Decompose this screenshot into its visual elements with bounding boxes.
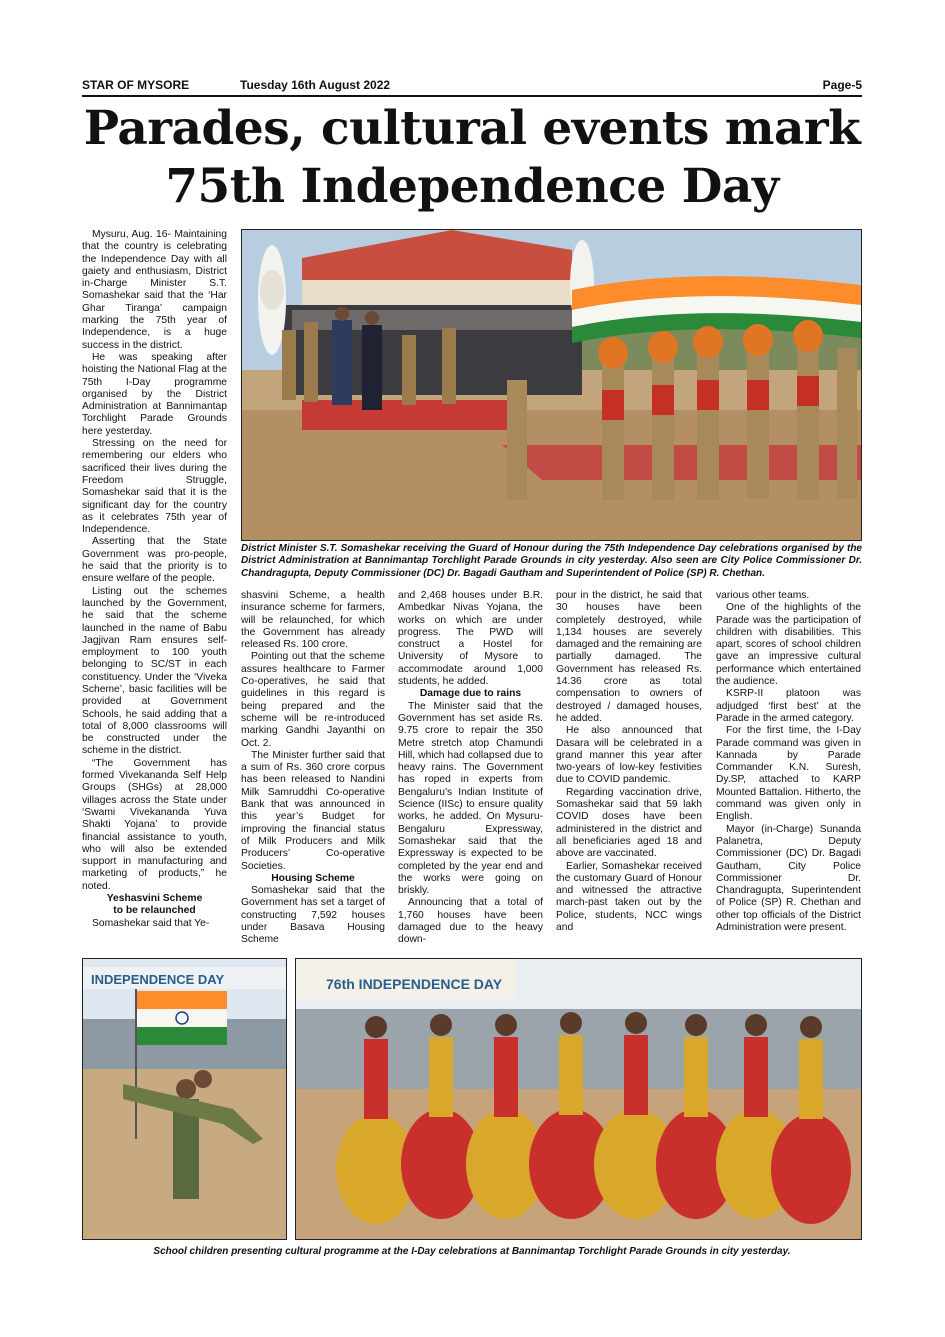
- paragraph: Listing out the schemes launched by the Government, he said that the scheme launched in the name of Babu Jagjivan Ram ensures self-employment to 100 youth belonging to SC/ST in each constituency. Under the ‘Viveka Scheme’, basic facilities will be provided at Government Schools, he said adding that a total of 8,000 classrooms will be constructed under the scheme in the district.: [82, 585, 227, 757]
- guard-of-honour-photo: [241, 229, 862, 541]
- paragraph: The Minister said that the Government has set aside Rs. 9.75 crore to repair the 350 Metre stretch atop Chamundi Hill, which had collapsed due to heavy rains. The Government has roped in experts from Bengaluru’s Indian Institute of Science (IISc) to ensure quality works, he added. On Mysuru-Bengaluru Expressway, Somashekar said that the Expressway is expected to be completed by the year end and the works were going on briskly.: [398, 700, 543, 897]
- cultural-programme-image: [296, 959, 861, 1239]
- article-column-2: [241, 590, 385, 947]
- stunt-photo: [82, 958, 287, 1240]
- paragraph: For the first time, the I-Day Parade command was given in Kannada by Parade Commander K.N. Suresh, Dy.SP, attached to KARP Mounted Battalion. Hitherto, the command was given only in English.: [716, 725, 861, 823]
- paragraph: and 2,468 houses under B.R. Ambedkar Nivas Yojana, the works on which are under progress. The PWD will construct a Hostel for University of Mysore to accommodate around 1,000 students, he added.: [398, 590, 543, 688]
- paragraph: Earlier, Somashekar received the customary Guard of Honour and witnessed the attractive march-past taken out by the Police, students, NCC wings and: [556, 860, 702, 934]
- paragraph: Mayor (in-Charge) Sunanda Palanetra, Deputy Commissioner (DC) Dr. Bagadi Gautham, City Police Commissioner Dr. Chandragupta, Superintendent of Police (SP) R. Chethan and other top officials of the District Administration were present.: [716, 823, 861, 934]
- stunt-image: [83, 959, 286, 1239]
- paragraph: He also announced that Dasara will be celebrated in a grand manner this year after two-years of low-key festivities due to COVID pandemic.: [556, 725, 702, 786]
- headline: [82, 100, 862, 216]
- issue-date: Tuesday 16th August 2022: [240, 78, 391, 92]
- paragraph: Somashekar said that Ye-: [92, 917, 210, 929]
- paragraph: One of the highlights of the Parade was the participation of children with disabilities. This apart, scores of school children gave an impressive cultural performance which entertained the audience.: [716, 602, 861, 688]
- paragraph: He was speaking after hoisting the National Flag at the 75th I-Day programme organised by the District Administration at Bannimantap Torchlight Parade Grounds here yesterday.: [82, 351, 227, 437]
- subheading-yeshasvini: Yeshasvini Scheme: [106, 893, 203, 905]
- article-column-5: [716, 590, 861, 934]
- paragraph: pour in the district, he said that 30 houses have been completely destroyed, while 1,134 houses are severely damaged and the remaining are partially damaged. The Government has released Rs. 14.36 crore as total compensation to owners of destroyed / damaged houses, he added.: [556, 590, 702, 724]
- top-photo-caption: District Minister S.T. Somashekar receiving the Guard of Honour during the 75th Independence Day celebrations organised by the District Administration at Bannimantap Torchlight Parade Grounds in city yesterday. Also seen are City Police Commissioner Dr. Chandragupta, Deputy Commissioner (DC) Dr. Bagadi Gautham and Superintendent of Police (SP) R. Chethan.: [241, 543, 862, 579]
- subheading-yeshasvini-2: to be relaunched: [113, 905, 196, 917]
- headline-line-1: Parades, cultural events mark: [83, 101, 861, 156]
- cultural-programme-photo: [295, 958, 862, 1240]
- article-column-1: [82, 229, 227, 930]
- banner-right-text: 76th INDEPENDENCE DAY: [326, 976, 503, 992]
- article-column-4: [556, 590, 702, 934]
- paragraph: Asserting that the State Government was pro-people, he said that the priority is to ensure welfare of the people.: [82, 536, 227, 585]
- paragraph: The Minister further said that a sum of Rs. 360 crore corpus has been released to Nandini Milk Samruddhi Co-operative Bank that was announced in this year’s Budget for improving the financial status of Milk Producers and Milk Producers’ Co-operative Societies.: [241, 749, 385, 872]
- subheading-housing: Housing Scheme: [271, 872, 355, 884]
- paragraph: various other teams.: [716, 590, 810, 601]
- masthead-rule: [82, 95, 862, 97]
- guard-of-honour-image: [242, 230, 861, 540]
- article-column-3: [398, 590, 543, 947]
- paragraph: Stressing on the need for remembering our elders who sacrificed their lives during the Freedom Struggle, Somashekar said that it is the significant day for the country as it celebrates 75th year of Independence.: [82, 438, 227, 536]
- publication-name: STAR OF MYSORE: [82, 78, 190, 92]
- paragraph: shasvini Scheme, a health insurance scheme for farmers, will be relaunched, for which the Government has already released Rs. 100 crore.: [241, 590, 385, 651]
- paragraph: Pointing out that the scheme assures healthcare to Farmer Co-operatives, he said that guidelines in this regard is being prepared and the scheme will be re-introduced marking Gandhi Jayanthi on Oct. 2.: [241, 651, 385, 749]
- paragraph: Announcing that a total of 1,760 houses have been damaged due to the heavy down-: [398, 897, 543, 946]
- banner-left-text: INDEPENDENCE DAY: [91, 972, 225, 987]
- paragraph: “The Government has formed Vivekananda Self Help Groups (SHGs) at 28,000 villages across the State under ‘Swami Vivekananda Yuva Shakti Yojana’ to provide financial assistance to youth, who will also be extended support in manufacturing and marketing of products,” he noted.: [82, 757, 227, 892]
- headline-line-2: 75th Independence Day: [165, 159, 779, 214]
- paragraph: Mysuru, Aug. 16- Maintaining that the country is celebrating the Independence Day with all gaiety and enthusiasm, District in-Charge Minister S.T. Somashekar said that the ‘Har Ghar Tiranga’ campaign marking the 75th year of Independence, is a huge success in the district.: [82, 229, 227, 351]
- masthead: [82, 78, 862, 94]
- paragraph: Regarding vaccination drive, Somashekar said that 59 lakh COVID doses have been administered in the district and all beneficiaries aged 18 and above are vaccinated.: [556, 786, 702, 860]
- subheading-rain-damage: Damage due to rains: [419, 688, 522, 700]
- bottom-photo-caption: School children presenting cultural programme at the I-Day celebrations at Bannimantap Torchlight Parade Grounds in city yesterday.: [153, 1246, 791, 1257]
- paragraph: KSRP-II platoon was adjudged ‘first best’ at the Parade in the armed category.: [716, 688, 861, 724]
- paragraph: Somashekar said that the Government has set a target of constructing 7,592 houses under Basava Housing Scheme: [241, 885, 385, 946]
- page-number: Page-5: [822, 78, 862, 92]
